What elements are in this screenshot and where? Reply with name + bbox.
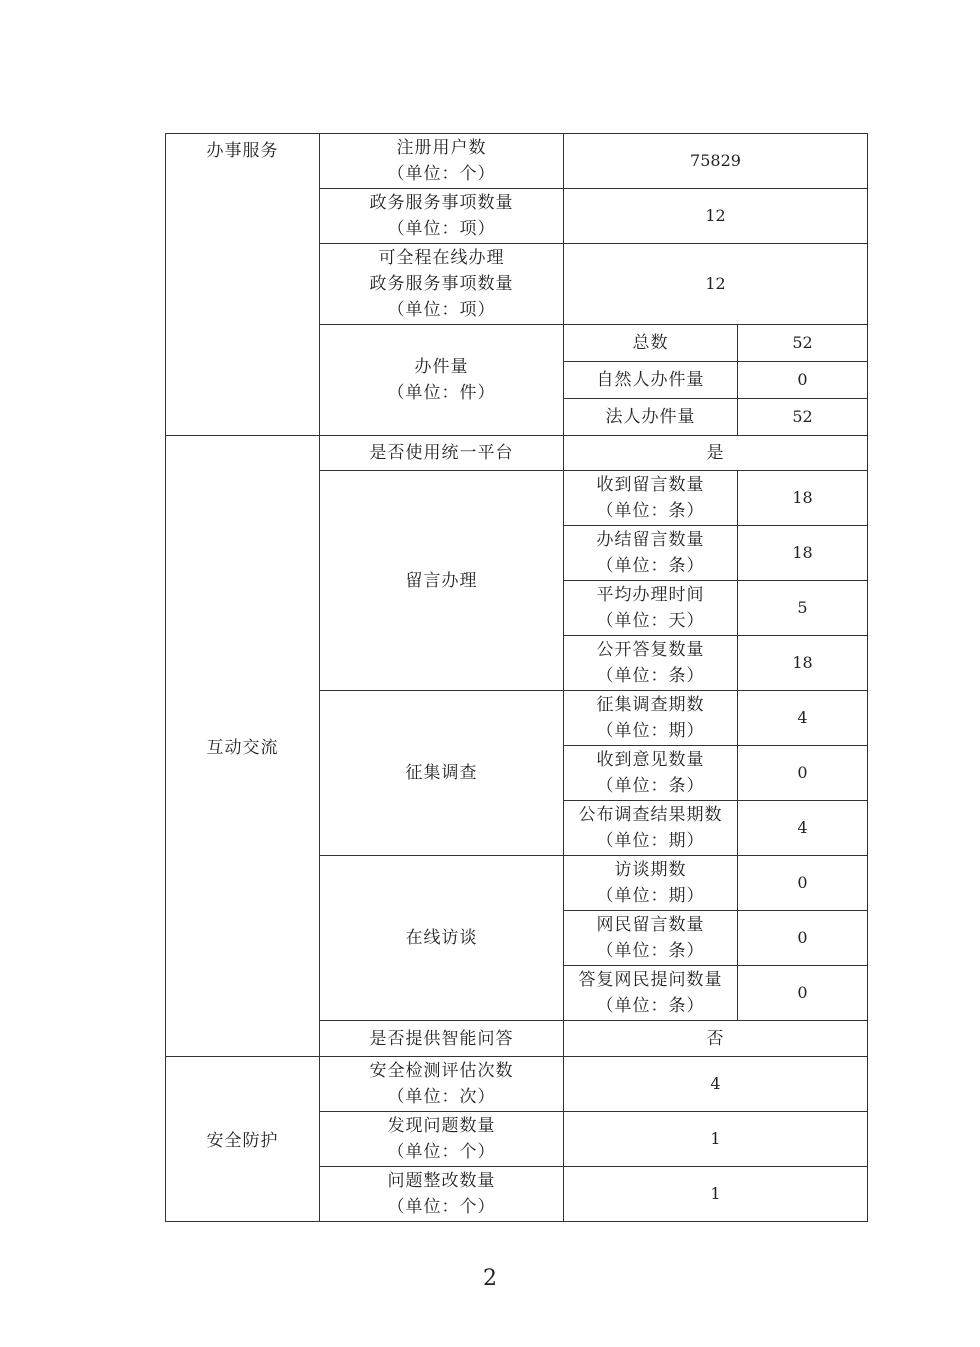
sub-item-value: 18 <box>738 526 868 581</box>
row-unit: （单位：个） <box>387 1197 496 1217</box>
section-security-title: 安全防护 <box>166 1057 320 1222</box>
table-row <box>166 1057 868 1112</box>
survey-label: 征集调查 <box>320 691 564 856</box>
handled-item-value: 52 <box>738 399 868 436</box>
handled-item-label: 法人办件量 <box>564 399 738 436</box>
statistics-table <box>165 133 868 1222</box>
row-label-cell <box>320 189 564 244</box>
sub-item-label: 网民留言数量 <box>596 915 705 935</box>
handled-label-cell <box>320 325 564 436</box>
sub-item-unit: （单位：期） <box>596 831 705 851</box>
sub-item-value: 5 <box>738 581 868 636</box>
row-label: 发现问题数量 <box>387 1116 496 1136</box>
sub-item-label-cell <box>564 581 738 636</box>
row-value: 75829 <box>564 134 868 189</box>
row-label: 问题整改数量 <box>387 1171 496 1191</box>
handled-unit: （单位：件） <box>387 383 496 403</box>
row-label-line1: 可全程在线办理 <box>378 248 505 268</box>
sub-item-unit: （单位：条） <box>596 501 705 521</box>
sub-item-unit: （单位：条） <box>596 666 705 686</box>
sub-item-label: 答复网民提问数量 <box>578 970 723 990</box>
row-label-cell <box>320 1167 564 1222</box>
row-unit: （单位：个） <box>387 1142 496 1162</box>
row-label: 注册用户数 <box>396 138 487 158</box>
sub-item-label: 办结留言数量 <box>596 530 705 550</box>
sub-item-label-cell <box>564 691 738 746</box>
row-unit: （单位：项） <box>387 219 496 239</box>
sub-item-unit: （单位：条） <box>596 556 705 576</box>
sub-item-label-cell <box>564 471 738 526</box>
row-unit: （单位：个） <box>387 164 496 184</box>
sub-item-value: 18 <box>738 471 868 526</box>
sub-item-unit: （单位：期） <box>596 886 705 906</box>
sub-item-label-cell <box>564 526 738 581</box>
handled-item-value: 52 <box>738 325 868 362</box>
sub-item-label: 征集调查期数 <box>596 695 705 715</box>
sub-item-label-cell <box>564 911 738 966</box>
smart-qa-label: 是否提供智能问答 <box>320 1021 564 1057</box>
row-value: 1 <box>564 1167 868 1222</box>
handled-item-label: 总数 <box>564 325 738 362</box>
sub-item-label-cell <box>564 856 738 911</box>
sub-item-unit: （单位：条） <box>596 996 705 1016</box>
row-label: 安全检测评估次数 <box>369 1061 514 1081</box>
handled-label: 办件量 <box>414 357 469 377</box>
sub-item-label: 公布调查结果期数 <box>578 805 723 825</box>
sub-item-label-cell <box>564 636 738 691</box>
sub-item-value: 0 <box>738 856 868 911</box>
sub-item-value: 0 <box>738 966 868 1021</box>
row-value: 12 <box>564 189 868 244</box>
sub-item-value: 0 <box>738 911 868 966</box>
section-service-title: 办事服务 <box>166 134 320 436</box>
row-label-line2: 政务服务事项数量 <box>369 274 514 294</box>
sub-item-label-cell <box>564 966 738 1021</box>
row-label-cell <box>320 244 564 325</box>
handled-item-label: 自然人办件量 <box>564 362 738 399</box>
row-label-cell <box>320 134 564 189</box>
row-label-cell <box>320 1112 564 1167</box>
row-value: 12 <box>564 244 868 325</box>
handled-item-value: 0 <box>738 362 868 399</box>
sub-item-value: 18 <box>738 636 868 691</box>
section-interaction-title: 互动交流 <box>166 436 320 1057</box>
sub-item-label: 平均办理时间 <box>596 585 705 605</box>
statistics-table-container <box>165 133 867 1222</box>
messages-label: 留言办理 <box>320 471 564 691</box>
interview-label: 在线访谈 <box>320 856 564 1021</box>
sub-item-unit: （单位：条） <box>596 941 705 961</box>
sub-item-unit: （单位：天） <box>596 611 705 631</box>
sub-item-value: 0 <box>738 746 868 801</box>
page-number: 2 <box>483 1266 497 1291</box>
sub-item-unit: （单位：期） <box>596 721 705 741</box>
table-row <box>166 134 868 189</box>
sub-item-label: 收到留言数量 <box>596 475 705 495</box>
sub-item-label: 收到意见数量 <box>596 750 705 770</box>
row-unit: （单位：次） <box>387 1087 496 1107</box>
sub-item-unit: （单位：条） <box>596 776 705 796</box>
sub-item-label: 访谈期数 <box>614 860 687 880</box>
unified-platform-value: 是 <box>564 436 868 471</box>
row-label: 政务服务事项数量 <box>369 193 514 213</box>
unified-platform-label: 是否使用统一平台 <box>320 436 564 471</box>
sub-item-label: 公开答复数量 <box>596 640 705 660</box>
sub-item-value: 4 <box>738 691 868 746</box>
sub-item-label-cell <box>564 746 738 801</box>
row-value: 4 <box>564 1057 868 1112</box>
row-label-cell <box>320 1057 564 1112</box>
sub-item-label-cell <box>564 801 738 856</box>
row-value: 1 <box>564 1112 868 1167</box>
table-row <box>166 436 868 471</box>
row-unit: （单位：项） <box>387 300 496 320</box>
smart-qa-value: 否 <box>564 1021 868 1057</box>
sub-item-value: 4 <box>738 801 868 856</box>
